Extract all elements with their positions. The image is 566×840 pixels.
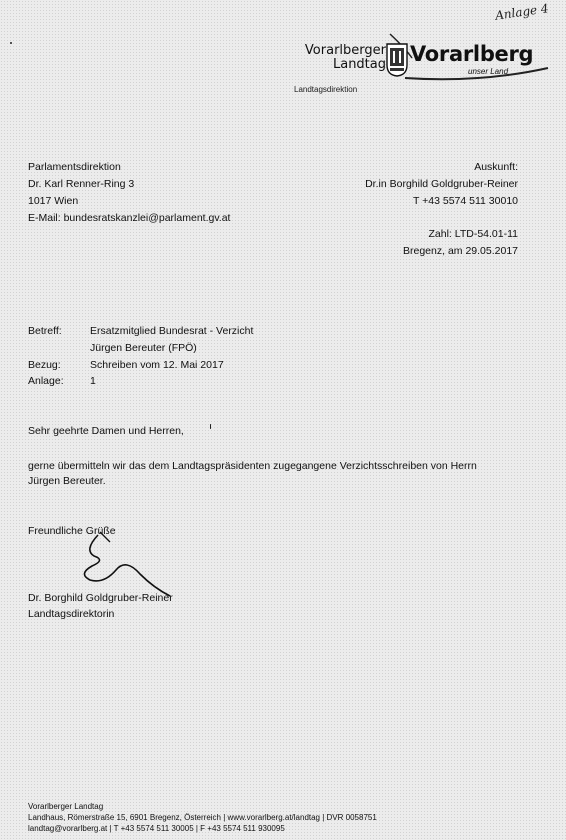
org-line2: Landtag [332,57,386,72]
signatory-title: Landtagsdirektorin [28,608,115,620]
footer-org: Vorarlberger Landtag [28,802,104,811]
department-name: Landtagsdirektion [294,85,358,94]
vorarlberg-tagline: unser Land [468,67,509,76]
bezug-value: Schreiben vom 12. Mai 2017 [90,359,224,371]
reference-number: Zahl: LTD-54.01-11 [428,228,518,240]
signatory-name: Dr. Borghild Goldgruber-Reiner [28,592,173,604]
scan-speck [10,42,12,44]
recipient-line1: Parlamentsdirektion [28,161,121,173]
contact-phone: T +43 5574 511 30010 [413,195,518,207]
recipient-line2: Dr. Karl Renner-Ring 3 [28,178,135,190]
recipient-line3: 1017 Wien [28,195,79,207]
vorarlberg-wordmark: Vorarlberg [410,42,534,66]
footer-address: Landhaus, Römerstraße 15, 6901 Bregenz, Österreich | www.vorarlberg.at/landtag | DVR 0058751 [28,813,377,822]
contact-name: Dr.in Borghild Goldgruber-Reiner [365,178,518,190]
footer-contact: landtag@vorarlberg.at | T +43 5574 511 30005 | F +43 5574 511 930095 [28,824,285,833]
anlage-label: Anlage: [28,375,64,387]
recipient-email: E-Mail: bundesratskanzlei@parlament.gv.at [28,212,231,224]
bezug-label: Bezug: [28,359,61,371]
coat-of-arms-icon [386,43,408,77]
letter-date: Bregenz, am 29.05.2017 [403,245,518,257]
contact-label: Auskunft: [474,161,518,173]
handwritten-annotation: Anlage 4 [494,1,550,23]
scan-mark [210,424,211,429]
betreff-label: Betreff: [28,325,62,337]
betreff-line2: Jürgen Bereuter (FPÖ) [90,342,197,354]
body-line2: Jürgen Bereuter. [28,475,106,487]
body-line1: gerne übermitteln wir das dem Landtagspräsidenten zugegangene Verzichtsschreiben von Herrn [28,460,477,472]
landtag-logo-text [286,44,386,72]
betreff-line1: Ersatzmitglied Bundesrat - Verzicht [90,325,254,337]
closing-greeting: Freundliche Grüße [28,525,116,537]
salutation: Sehr geehrte Damen und Herren, [28,425,184,437]
org-line1: Vorarlberger [304,43,386,58]
anlage-value: 1 [90,375,96,387]
handwritten-signature [70,530,180,600]
